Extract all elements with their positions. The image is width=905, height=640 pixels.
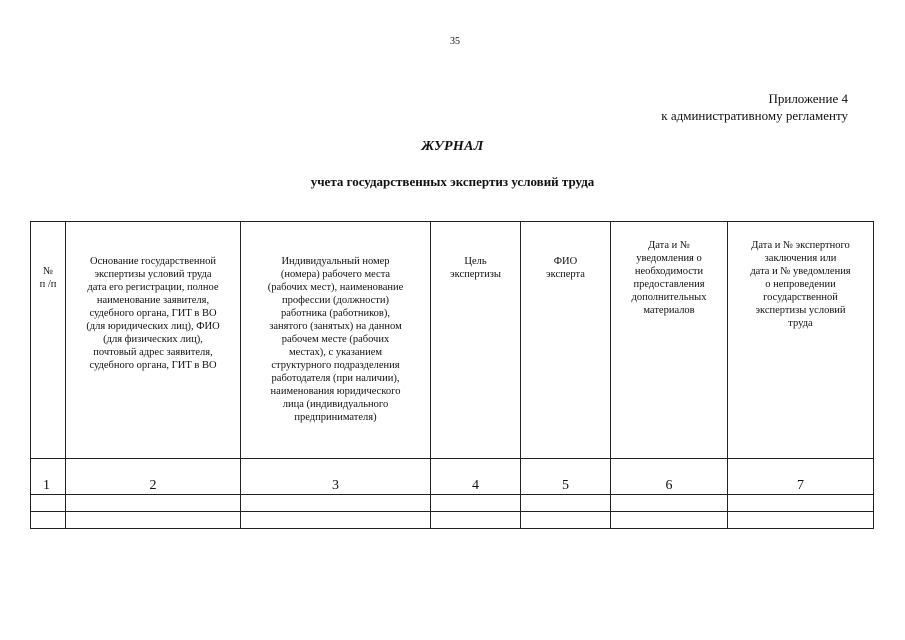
header-expert-text: ФИО эксперта [546, 256, 585, 280]
header-cell-basis [66, 222, 241, 459]
header-cell-number [31, 222, 66, 459]
appendix-line-1: Приложение 4 [768, 91, 848, 106]
empty-cell [31, 512, 66, 529]
empty-cell [241, 512, 431, 529]
empty-cell [431, 495, 521, 512]
header-cell-expert [521, 222, 611, 459]
empty-cell [521, 512, 611, 529]
empty-cell [241, 495, 431, 512]
empty-cell [66, 512, 241, 529]
empty-cell [431, 512, 521, 529]
appendix-note [661, 90, 848, 124]
empty-cell [521, 495, 611, 512]
column-number-4: 4 [431, 459, 521, 495]
empty-cell [728, 512, 874, 529]
header-number-text: № п /п [39, 266, 57, 290]
document-subtitle: учета государственных экспертиз условий труда [310, 174, 595, 189]
empty-row [31, 495, 874, 512]
header-cell-workplace [241, 222, 431, 459]
column-number-6: 6 [611, 459, 728, 495]
empty-cell [728, 495, 874, 512]
column-number-3: 3 [241, 459, 431, 495]
column-number-7: 7 [728, 459, 874, 495]
journal-table [30, 221, 874, 529]
empty-cell [611, 512, 728, 529]
header-conclusion-text: Дата и № экспертного заключения или дата и № уведомления о непроведении государственной экспертизы условий труда [750, 240, 851, 329]
header-notification-text: Дата и № уведомления о необходимости предоставления дополнительных материалов [631, 240, 707, 316]
header-cell-notification [611, 222, 728, 459]
header-purpose-text: Цель экспертизы [450, 256, 501, 280]
header-workplace-text: Индивидуальный номер (номера) рабочего места (рабочих мест), наименование профессии (должности) работника (работников), занятого (занятых) на данном рабочем месте (рабочих местах), с указанием структурного подразделения работодателя (при наличии), наименования юридического лица (индивидуального предпринимателя) [267, 256, 404, 423]
page-number: 35 [450, 36, 460, 47]
empty-cell [66, 495, 241, 512]
document-title: ЖУРНАЛ [421, 139, 484, 154]
empty-row [31, 512, 874, 529]
column-number-1: 1 [31, 459, 66, 495]
header-cell-conclusion [728, 222, 874, 459]
column-number-row [31, 459, 874, 495]
column-number-2: 2 [66, 459, 241, 495]
empty-cell [611, 495, 728, 512]
appendix-line-2: к административному регламенту [661, 108, 848, 123]
column-number-5: 5 [521, 459, 611, 495]
header-cell-purpose [431, 222, 521, 459]
header-basis-text: Основание государственной экспертизы условий труда дата его регистрации, полное наименование заявителя, судебного органа, ГИТ в ВО (для юридических лиц), ФИО (для физических лиц), почтовый адрес заявителя, судебного органа, ГИТ в ВО [86, 256, 220, 371]
header-row [31, 222, 874, 459]
empty-cell [31, 495, 66, 512]
